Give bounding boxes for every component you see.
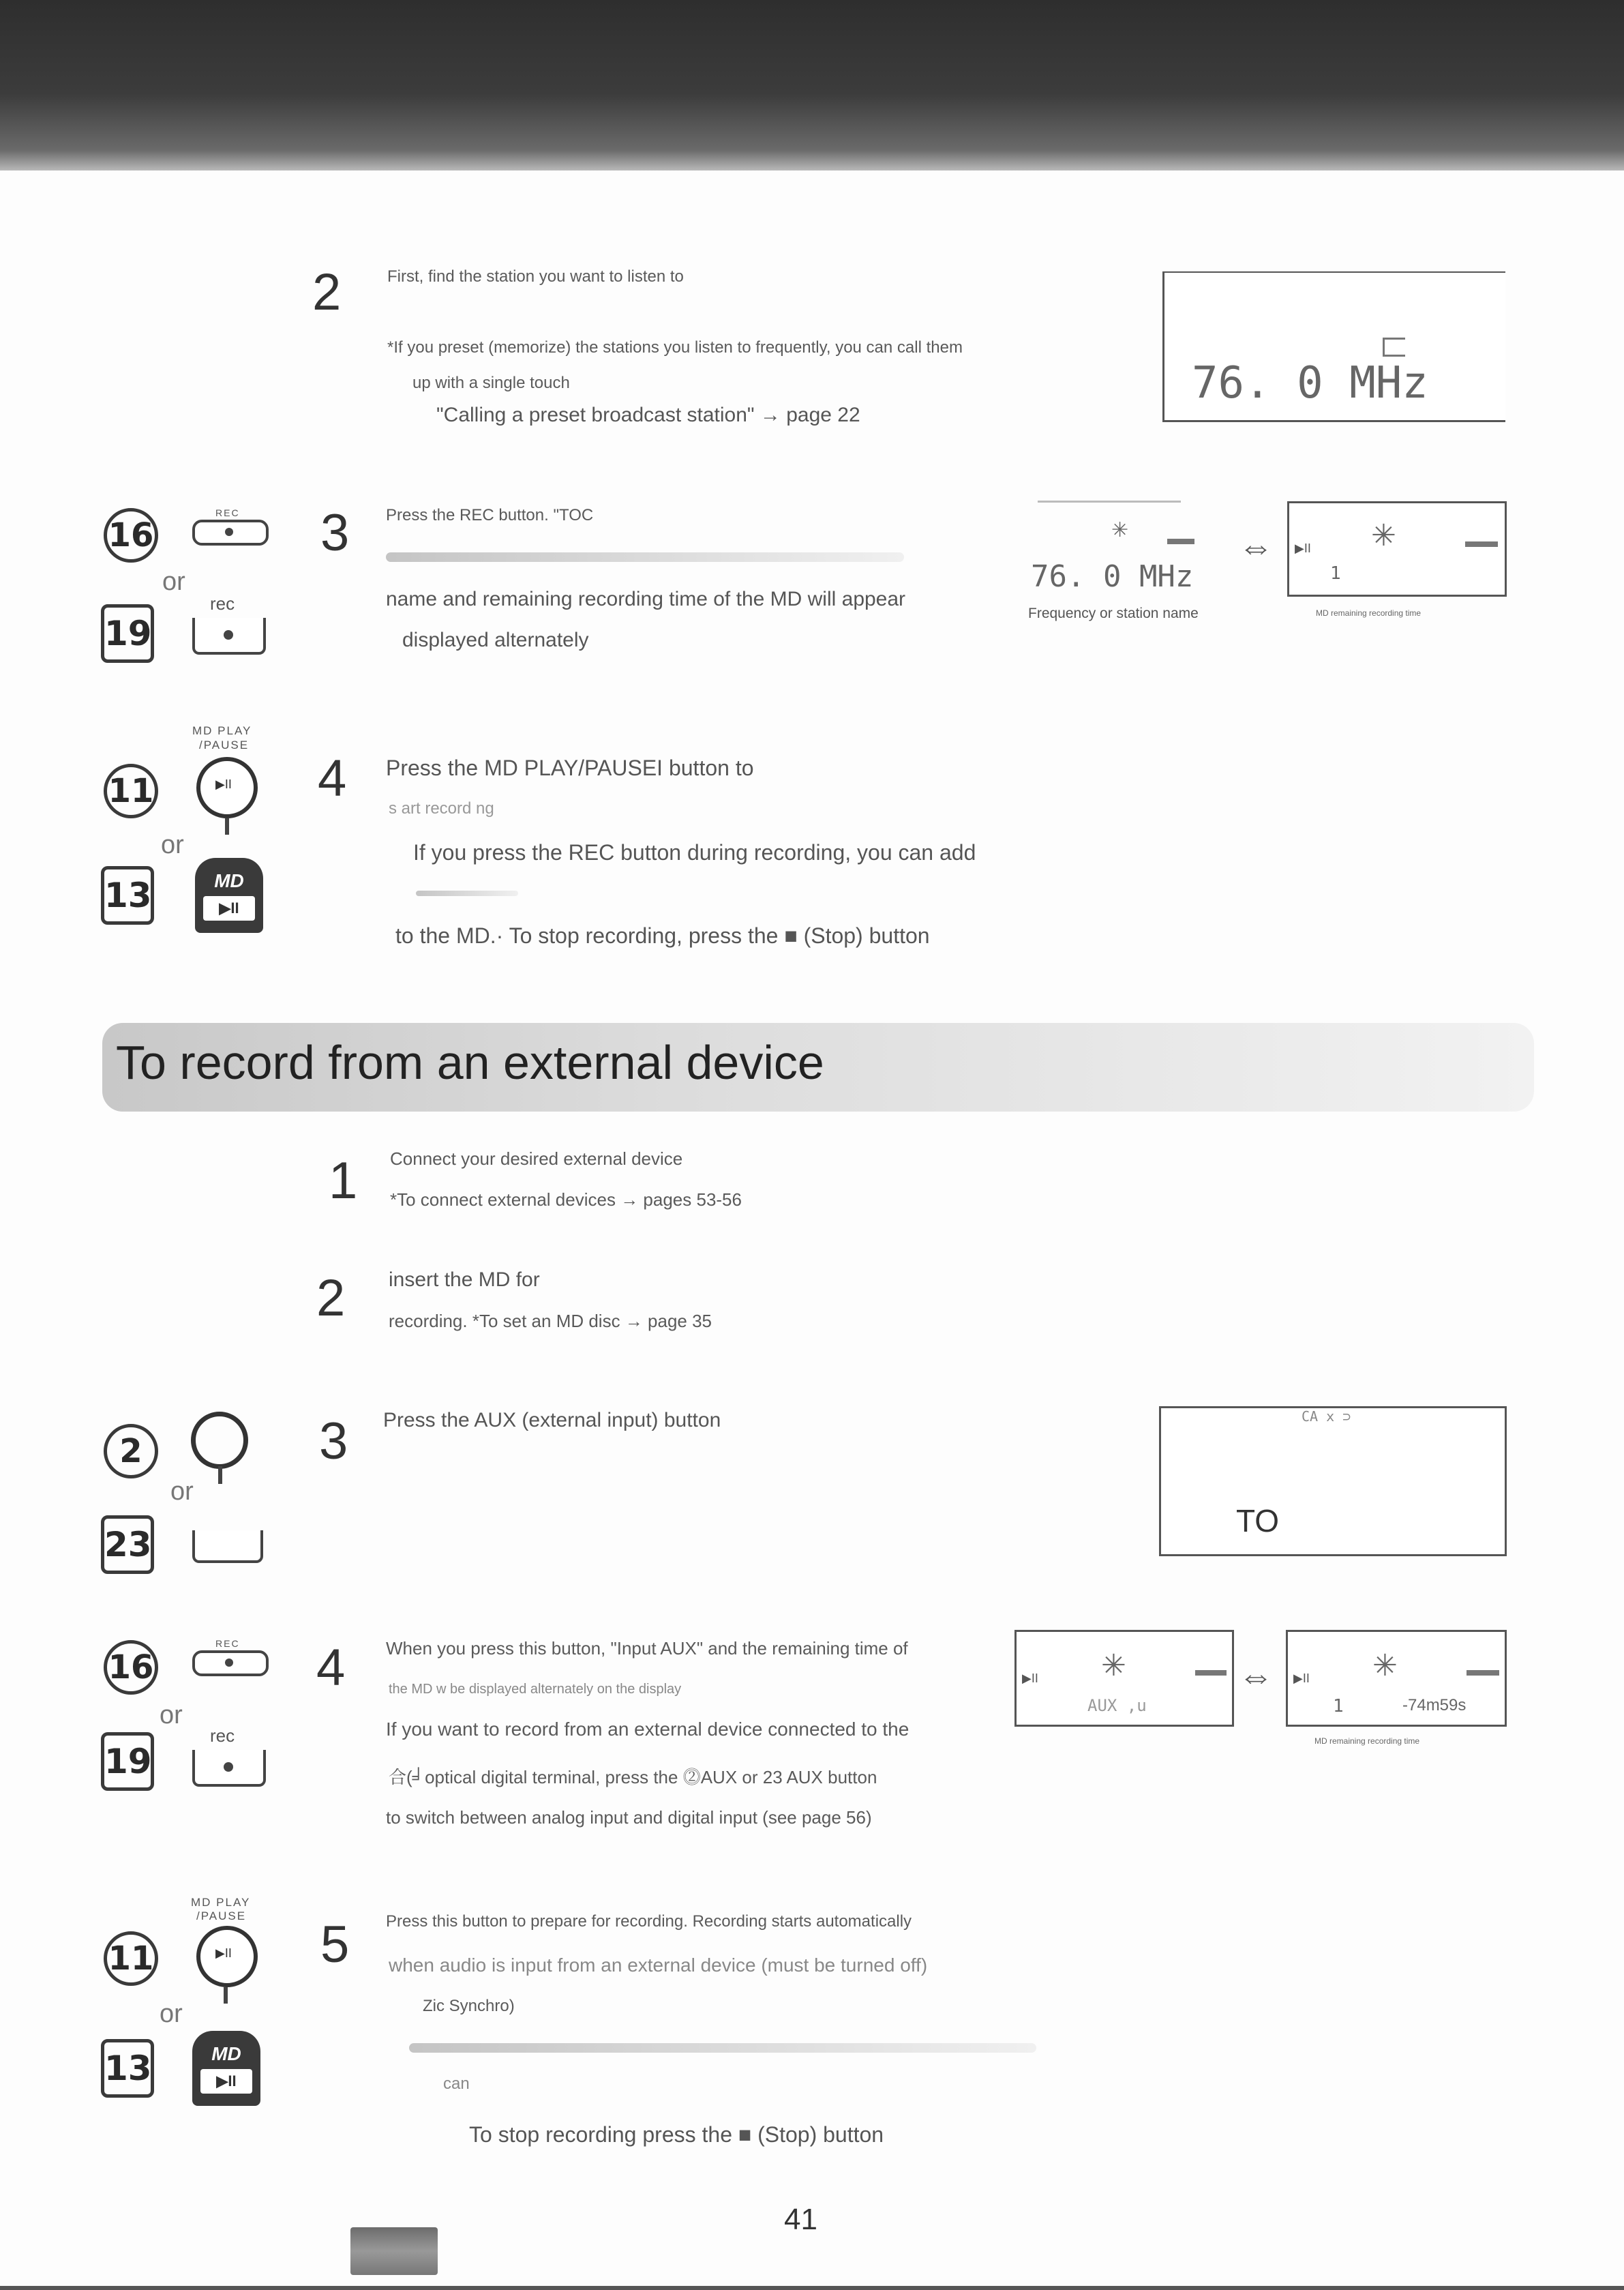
aux-button-remote[interactable] <box>192 1530 263 1563</box>
caption-md-remaining-2: MD remaining recording time <box>1314 1736 1420 1746</box>
lcd-display-frequency <box>1162 271 1505 422</box>
lcd-track-number: 1 <box>1333 1696 1344 1716</box>
step-number-4b: 4 <box>316 1639 346 1697</box>
step-number-3: 3 <box>320 504 350 562</box>
ext-step-1-line-1: Connect your desired external device <box>390 1148 683 1169</box>
remote-badge-2: 2 <box>104 1424 158 1478</box>
step-3-line-2: name and remaining recording time of the MD will appear <box>386 588 906 610</box>
step-number-3b: 3 <box>319 1412 348 1470</box>
step-number-2: 2 <box>312 263 342 321</box>
rec-dot-icon <box>225 528 233 536</box>
lcd-remaining-time: -74m59s <box>1402 1696 1467 1714</box>
rec-button-main-unit[interactable] <box>192 1650 269 1676</box>
md-logo: MD <box>211 2043 241 2064</box>
ext-step-4-line-3: If you want to record from an external device connected to the <box>386 1719 909 1740</box>
caption-md-remaining: MD remaining recording time <box>1316 608 1422 618</box>
top-header-band <box>0 0 1624 170</box>
rec-label: rec <box>210 1725 235 1746</box>
signal-icon: ✳ <box>1372 1649 1398 1682</box>
signal-icon: ✳ <box>1111 519 1129 541</box>
ext-step-5-line-2: when audio is input from an external device (must be turned off) <box>389 1954 928 1976</box>
rec-button-remote[interactable] <box>192 1750 266 1787</box>
play-pause-icon: ▶II <box>1293 1671 1310 1685</box>
step-2-line-4: "Calling a preset broadcast station" → page 22 <box>436 404 860 426</box>
lcd-display-remaining-time <box>1286 1630 1507 1727</box>
step-number-4: 4 <box>318 749 347 807</box>
ext-step-4-line-4: 合(╛optical digital terminal, press the ⓶AUX or 23 AUX button <box>389 1767 877 1787</box>
remote-badge-11b: 11 <box>104 1931 158 1986</box>
remote-badge-16b: 16 <box>104 1640 158 1695</box>
ext-step-5-line-5: To stop recording press the ■ (Stop) button <box>469 2122 884 2147</box>
bar-indicator <box>1467 1670 1499 1676</box>
aux-button-unit[interactable] <box>191 1412 248 1469</box>
ext-step-2-line-1: insert the MD for <box>389 1268 540 1291</box>
remote-badge-19: 19 <box>101 604 154 663</box>
or-label: or <box>162 567 185 596</box>
bar-indicator <box>1195 1670 1227 1676</box>
or-label: or <box>160 1701 183 1729</box>
play-pause-icon: ▶II <box>1295 541 1311 555</box>
or-label: or <box>170 1477 194 1506</box>
alternating-arrows-icon: ⇔ <box>1238 527 1274 567</box>
rec-dot-icon <box>224 630 233 640</box>
lcd-left-top-rule <box>1038 501 1181 503</box>
md-pause-label: /PAUSE <box>199 739 250 752</box>
signal-icon: ✳ <box>1101 1649 1126 1682</box>
page-number: 41 <box>784 2203 817 2236</box>
or-label: or <box>161 831 184 859</box>
step-3-line-3: displayed alternately <box>402 629 589 651</box>
remote-badge-16: 16 <box>104 508 158 563</box>
rec-label: rec <box>210 593 235 614</box>
alternating-arrows-icon: ⇔ <box>1238 1656 1274 1696</box>
ext-step-5-line-4: can <box>443 2075 470 2093</box>
remote-badge-13: 13 <box>101 866 154 925</box>
bar-indicator <box>1465 541 1498 547</box>
step-number-1: 1 <box>329 1152 358 1210</box>
step-4-line-2: s art record ng <box>389 799 494 818</box>
footer-logo <box>350 2227 438 2275</box>
step-number-5: 5 <box>320 1916 350 1974</box>
md-play-label: MD PLAY <box>191 1896 251 1909</box>
blurred-text <box>386 552 904 562</box>
step-2-line-2: *If you preset (memorize) the stations you listen to frequently, you can call them <box>387 338 963 357</box>
rec-button-main-unit[interactable] <box>192 520 269 546</box>
section-title: To record from an external device <box>116 1036 824 1089</box>
rec-dot-icon <box>225 1659 233 1667</box>
remote-badge-13b: 13 <box>101 2039 154 2098</box>
remote-badge-11: 11 <box>104 764 158 818</box>
play-pause-icon: ▶II <box>215 1946 232 1960</box>
ext-step-3-line-1: Press the AUX (external input) button <box>383 1409 721 1431</box>
button-stem <box>225 818 229 835</box>
md-play-pause-button-unit[interactable] <box>196 1926 258 1987</box>
lcd-frequency-2: 76. 0 MHz <box>1031 559 1194 594</box>
caption-frequency-station: Frequency or station name <box>1028 606 1199 621</box>
step-4-line-4: to the MD.· To stop recording, press the ■ (Stop) button <box>395 923 930 948</box>
ext-step-4-line-2: the MD w be displayed alternately on the display <box>389 1682 682 1697</box>
blurred-text <box>409 2043 1036 2053</box>
md-play-pause-button-unit[interactable] <box>196 757 258 818</box>
step-2-line-3: up with a single touch <box>412 374 570 392</box>
remote-badge-23: 23 <box>101 1515 154 1574</box>
signal-icon: ✳ <box>1371 519 1396 552</box>
lcd-aux-text: AUX ,u <box>1087 1696 1147 1715</box>
play-pause-icon: ▶II <box>203 896 255 921</box>
md-play-label: MD PLAY <box>192 724 252 737</box>
rec-button-remote[interactable] <box>192 618 266 655</box>
play-pause-icon: ▶II <box>215 777 232 791</box>
lcd-main-text: TO <box>1236 1503 1280 1538</box>
ext-step-4-line-1: When you press this button, "Input AUX" and the remaining time of <box>386 1638 908 1659</box>
md-logo: MD <box>214 870 244 891</box>
ext-step-2-line-2: recording. *To set an MD disc → page 35 <box>389 1311 712 1331</box>
md-pause-label: /PAUSE <box>196 1909 247 1922</box>
lcd-top-indicator: CA x ⊃ <box>1302 1408 1351 1425</box>
md-play-pause-button-remote[interactable] <box>192 2031 260 2106</box>
rec-dot-icon <box>224 1762 233 1772</box>
step-4-line-1: Press the MD PLAY/PAUSEI button to <box>386 756 754 780</box>
lcd-display-aux-input <box>1014 1630 1234 1727</box>
step-3-line-1: Press the REC button. "TOC <box>386 506 594 524</box>
lcd-display-aux <box>1159 1406 1507 1556</box>
step-4-line-3: If you press the REC button during recording, you can add <box>413 840 976 865</box>
or-label: or <box>160 1999 183 2028</box>
button-stem <box>224 1987 228 2004</box>
lcd-indicator-icon <box>1383 338 1405 357</box>
rec-label-small: REC <box>215 1638 240 1649</box>
rec-label-small: REC <box>215 507 240 518</box>
lcd-track-number: 1 <box>1330 563 1341 584</box>
blurred-text <box>416 891 518 896</box>
button-stem <box>218 1466 222 1484</box>
lcd-display-remaining <box>1287 501 1507 597</box>
md-play-pause-button-remote[interactable] <box>195 858 263 933</box>
lcd-frequency: 76. 0 MHz <box>1192 358 1428 408</box>
step-2-line-1: First, find the station you want to listen to <box>387 267 684 286</box>
play-pause-icon: ▶II <box>200 2069 252 2094</box>
bottom-edge <box>0 2286 1624 2290</box>
ext-step-5-line-1: Press this button to prepare for recording. Recording starts automatically <box>386 1912 912 1931</box>
step-number-2b: 2 <box>316 1269 346 1327</box>
remote-badge-19b: 19 <box>101 1732 154 1791</box>
ext-step-5-line-3: Zic Synchro) <box>423 1997 515 2015</box>
ext-step-4-line-5: to switch between analog input and digital input (see page 56) <box>386 1807 872 1828</box>
ext-step-1-line-2: *To connect external devices → pages 53-56 <box>390 1189 742 1210</box>
bar-indicator <box>1167 539 1194 544</box>
play-pause-icon: ▶II <box>1022 1671 1038 1685</box>
